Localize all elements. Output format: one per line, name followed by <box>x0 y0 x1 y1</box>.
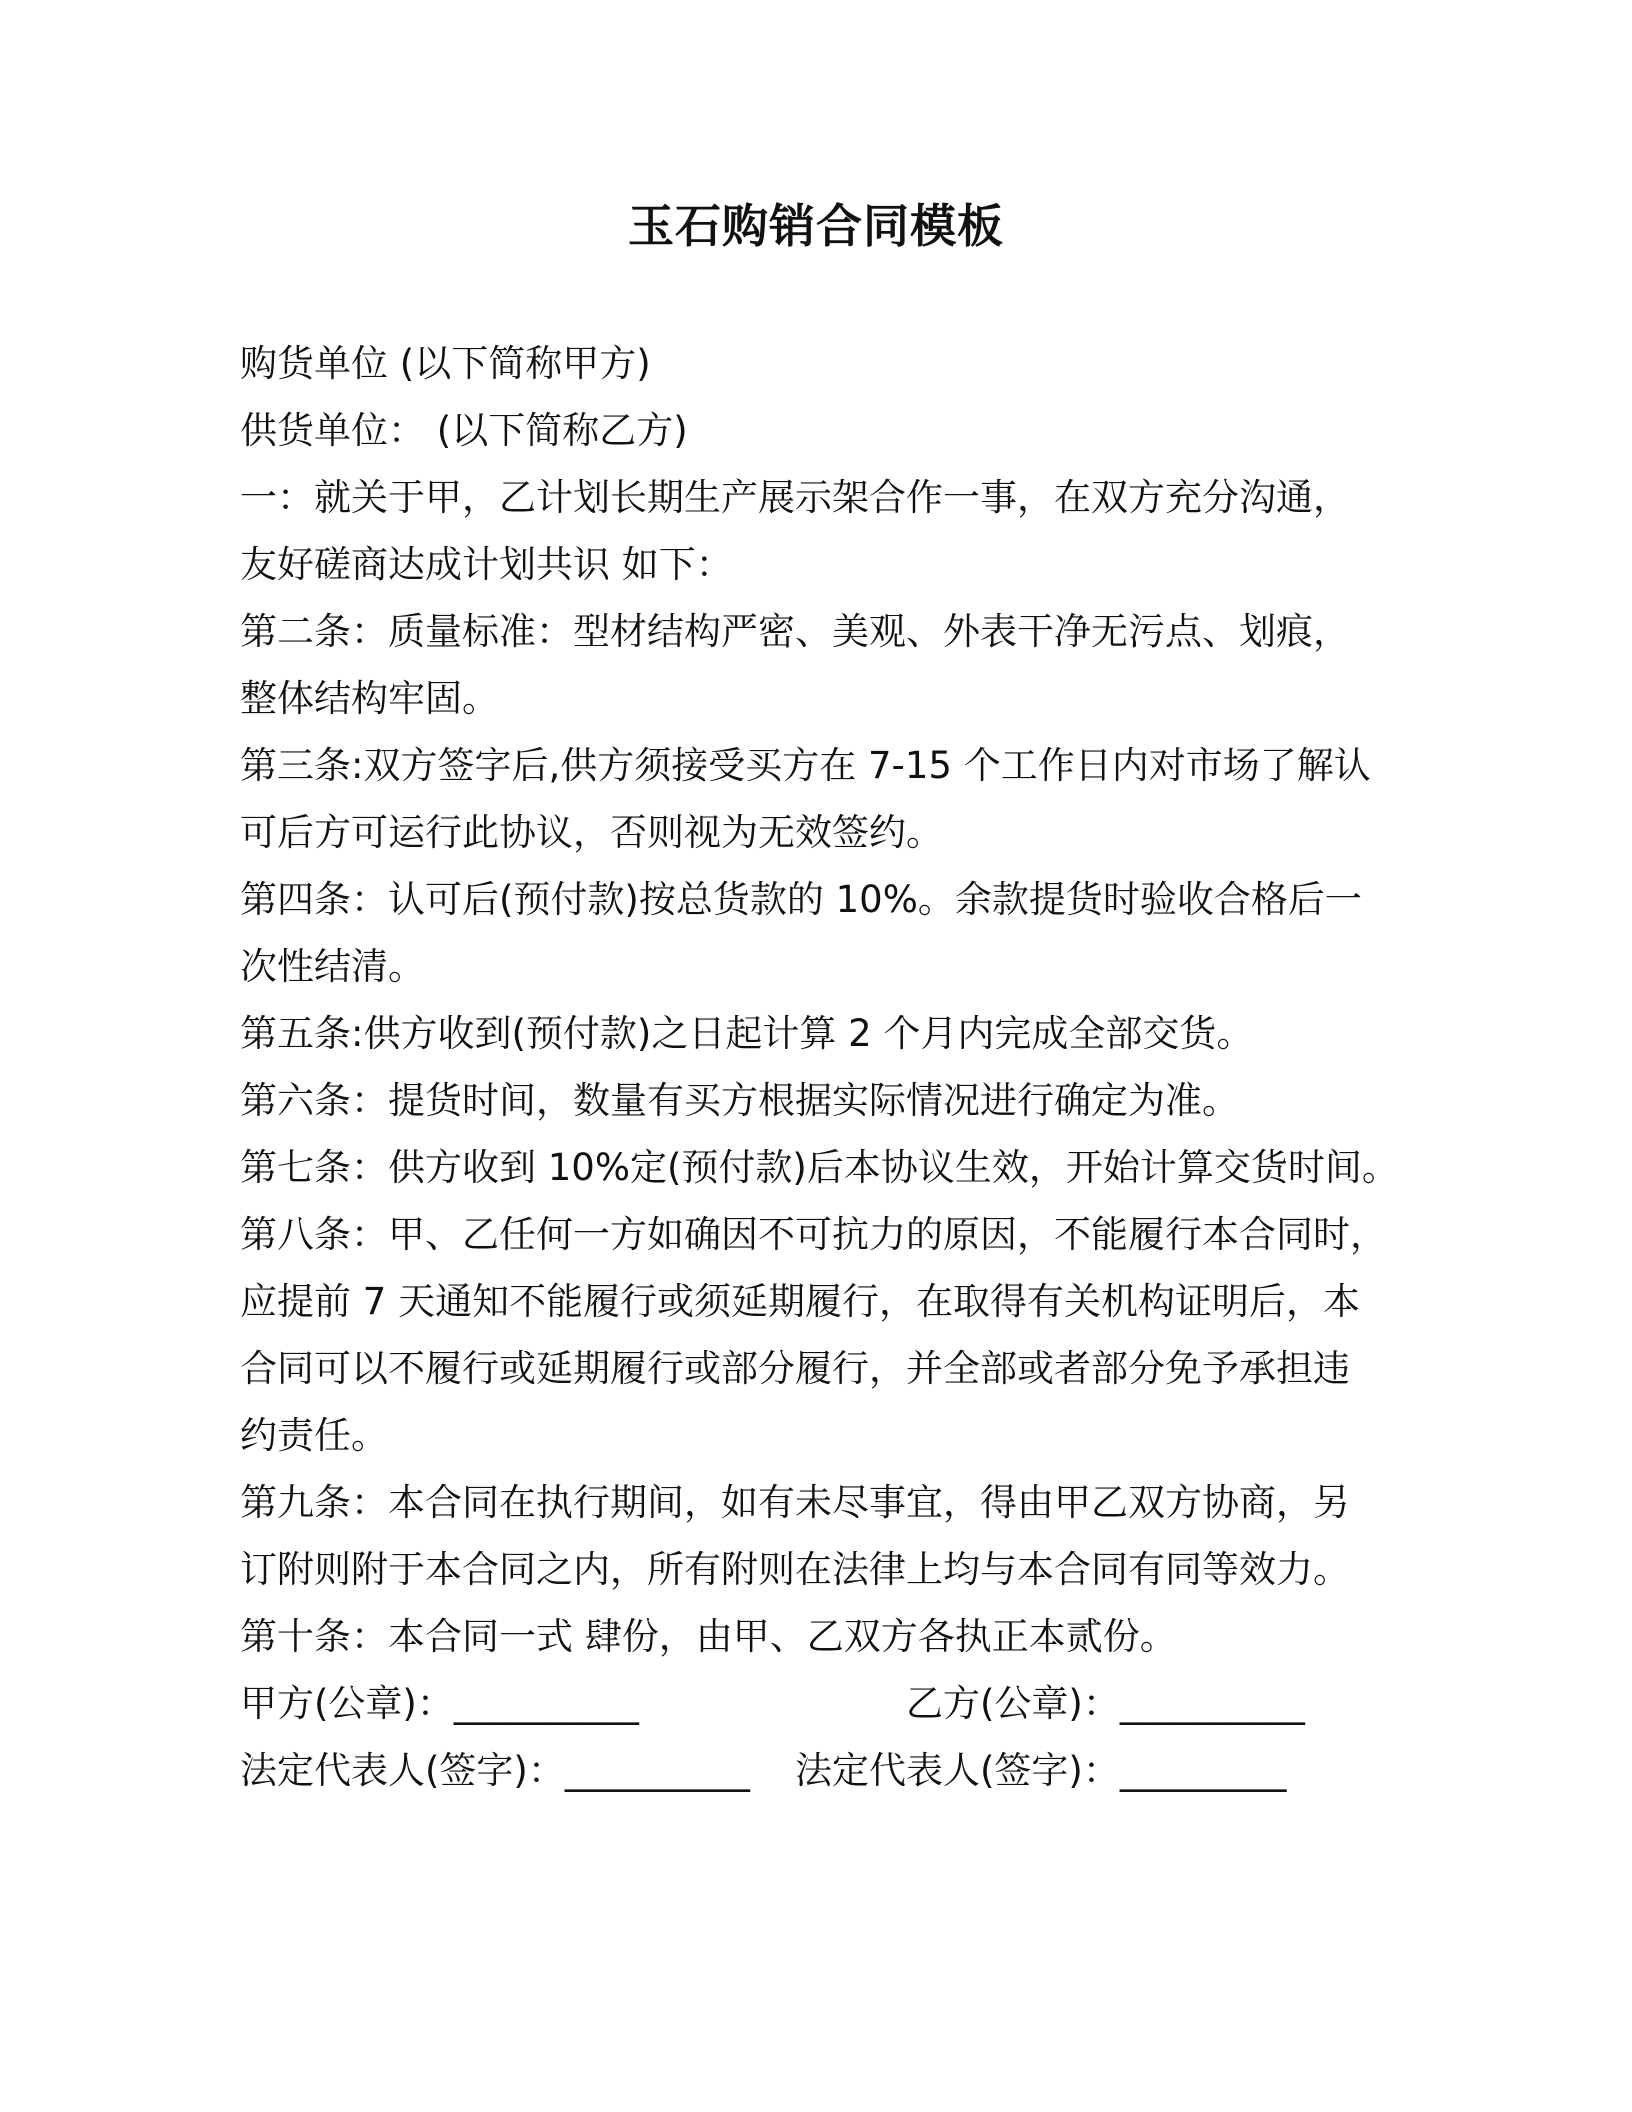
clause-8-line-3: 合同可以不履行或延期履行或部分履行，并全部或者部分免予承担违 <box>240 1347 1350 1390</box>
party-b-rep-field: 法定代表人(签字)：_________ <box>795 1749 1287 1792</box>
party-a-rep-field: 法定代表人(签字)：__________ <box>240 1749 750 1792</box>
party-b-seal-field: 乙方(公章)：__________ <box>906 1682 1305 1725</box>
clause-3-line-2: 可后方可运行此协议，否则视为无效签约。 <box>240 811 943 854</box>
clause-6: 第六条：提货时间，数量有买方根据实际情况进行确定为准。 <box>240 1079 1239 1122</box>
clause-4-line-1: 第四条：认可后(预付款)按总货款的 10%。余款提货时验收合格后一 <box>240 878 1362 921</box>
clause-8-line-1: 第八条：甲、乙任何一方如确因不可抗力的原因，不能履行本合同时， <box>240 1213 1387 1256</box>
clause-1-line-2: 友好磋商达成计划共识 如下： <box>240 543 733 586</box>
line-supplier: 供货单位： (以下简称乙方) <box>240 409 688 452</box>
signature-row-seal <box>240 1670 1400 1737</box>
clause-2-line-1: 第二条：质量标准：型材结构严密、美观、外表干净无污点、划痕， <box>240 610 1350 653</box>
clause-5: 第五条:供方收到(预付款)之日起计算 2 个月内完成全部交货。 <box>240 1012 1254 1055</box>
clause-9-line-1: 第九条：本合同在执行期间，如有未尽事宜，得由甲乙双方协商，另 <box>240 1481 1350 1524</box>
line-buyer: 购货单位 (以下简称甲方) <box>240 342 651 385</box>
clause-8-line-2: 应提前 7 天通知不能履行或须延期履行，在取得有关机构证明后，本 <box>240 1280 1361 1323</box>
clause-8-line-4: 约责任。 <box>240 1414 388 1457</box>
clause-3-line-1: 第三条:双方签字后,供方须接受买方在 7-15 个工作日内对市场了解认 <box>240 744 1371 787</box>
clause-4-line-2: 次性结清。 <box>240 945 425 988</box>
document-body <box>240 330 1400 1804</box>
party-a-seal-field: 甲方(公章)：__________ <box>240 1682 639 1725</box>
clause-1-line-1: 一：就关于甲，乙计划长期生产展示架合作一事，在双方充分沟通， <box>240 476 1350 519</box>
clause-10: 第十条：本合同一式 肆份，由甲、乙双方各执正本贰份。 <box>240 1615 1177 1658</box>
clause-2-line-2: 整体结构牢固。 <box>240 677 499 720</box>
signature-row-representative <box>240 1737 1400 1804</box>
document-title: 玉石购销合同模板 <box>628 199 1004 253</box>
clause-7: 第七条：供方收到 10%定(预付款)后本协议生效，开始计算交货时间。 <box>240 1146 1399 1189</box>
clause-9-line-2: 订附则附于本合同之内，所有附则在法律上均与本合同有同等效力。 <box>240 1548 1350 1591</box>
